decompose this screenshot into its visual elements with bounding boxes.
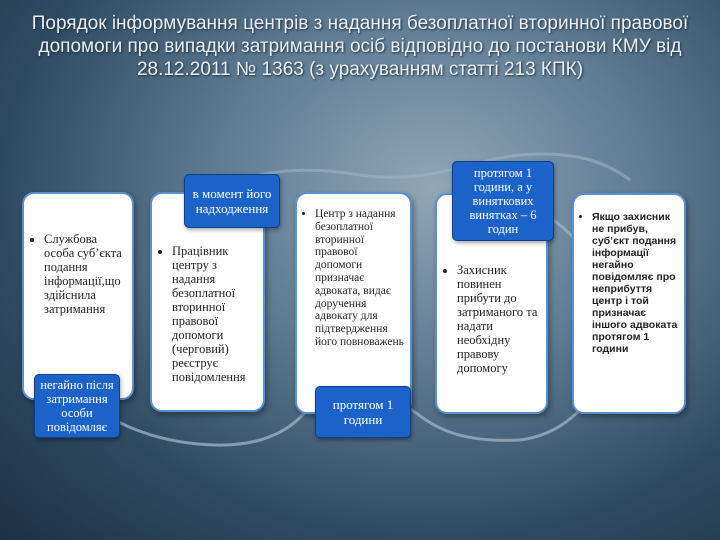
- step-card-3-text: • Центр з надання безоплатної вторинної правової допомоги призначає адвоката, видає доручення адвокату для підтвердження його повноважень: [315, 208, 407, 349]
- slide-title: Порядок інформування центрів з надання безоплатної вторинної правової допомоги про випадки затримання осіб відповідно до постанови КМУ від 28.12.2011 № 1363 (з урахуванням статті 213 КПК): [31, 13, 689, 80]
- step-card-2-text: • Працівник центру з надання безоплатної вторинної правової допомоги (черговий) реєструє повідомлення: [172, 244, 259, 384]
- tag-immediately-text: негайно після затримання особи повідомляє: [40, 378, 114, 434]
- tag-upon-receipt: [184, 174, 280, 228]
- tag-within-one-hour-exceptions: [452, 161, 554, 241]
- step-card-5: [572, 193, 686, 414]
- tag-immediately-after-detention: [34, 374, 120, 438]
- step-card-1-text: • Службова особа суб’єкта подання інформації,що здійснила затримання: [44, 232, 128, 316]
- tag-within-one-hour-text: протягом 1 години: [332, 397, 394, 427]
- step-card-4-text: • Захисник повинен прибути до затриманого та надати необхідну правову допомогу: [457, 263, 542, 375]
- tag-within-one-hour: [315, 386, 411, 438]
- tag-exceptions-text: протягом 1 години, а у виняткових винятках – 6 годин: [469, 166, 537, 236]
- step-card-3: [295, 192, 412, 414]
- tag-upon-receipt-text: в момент його надходження: [192, 186, 272, 216]
- step-card-5-text: • Якщо захисник не прибув, суб’єкт подання інформації негайно повідомляє про неприбуття центр і той призначає іншого адвоката протягом 1 години: [592, 211, 681, 355]
- step-card-1: [22, 192, 134, 400]
